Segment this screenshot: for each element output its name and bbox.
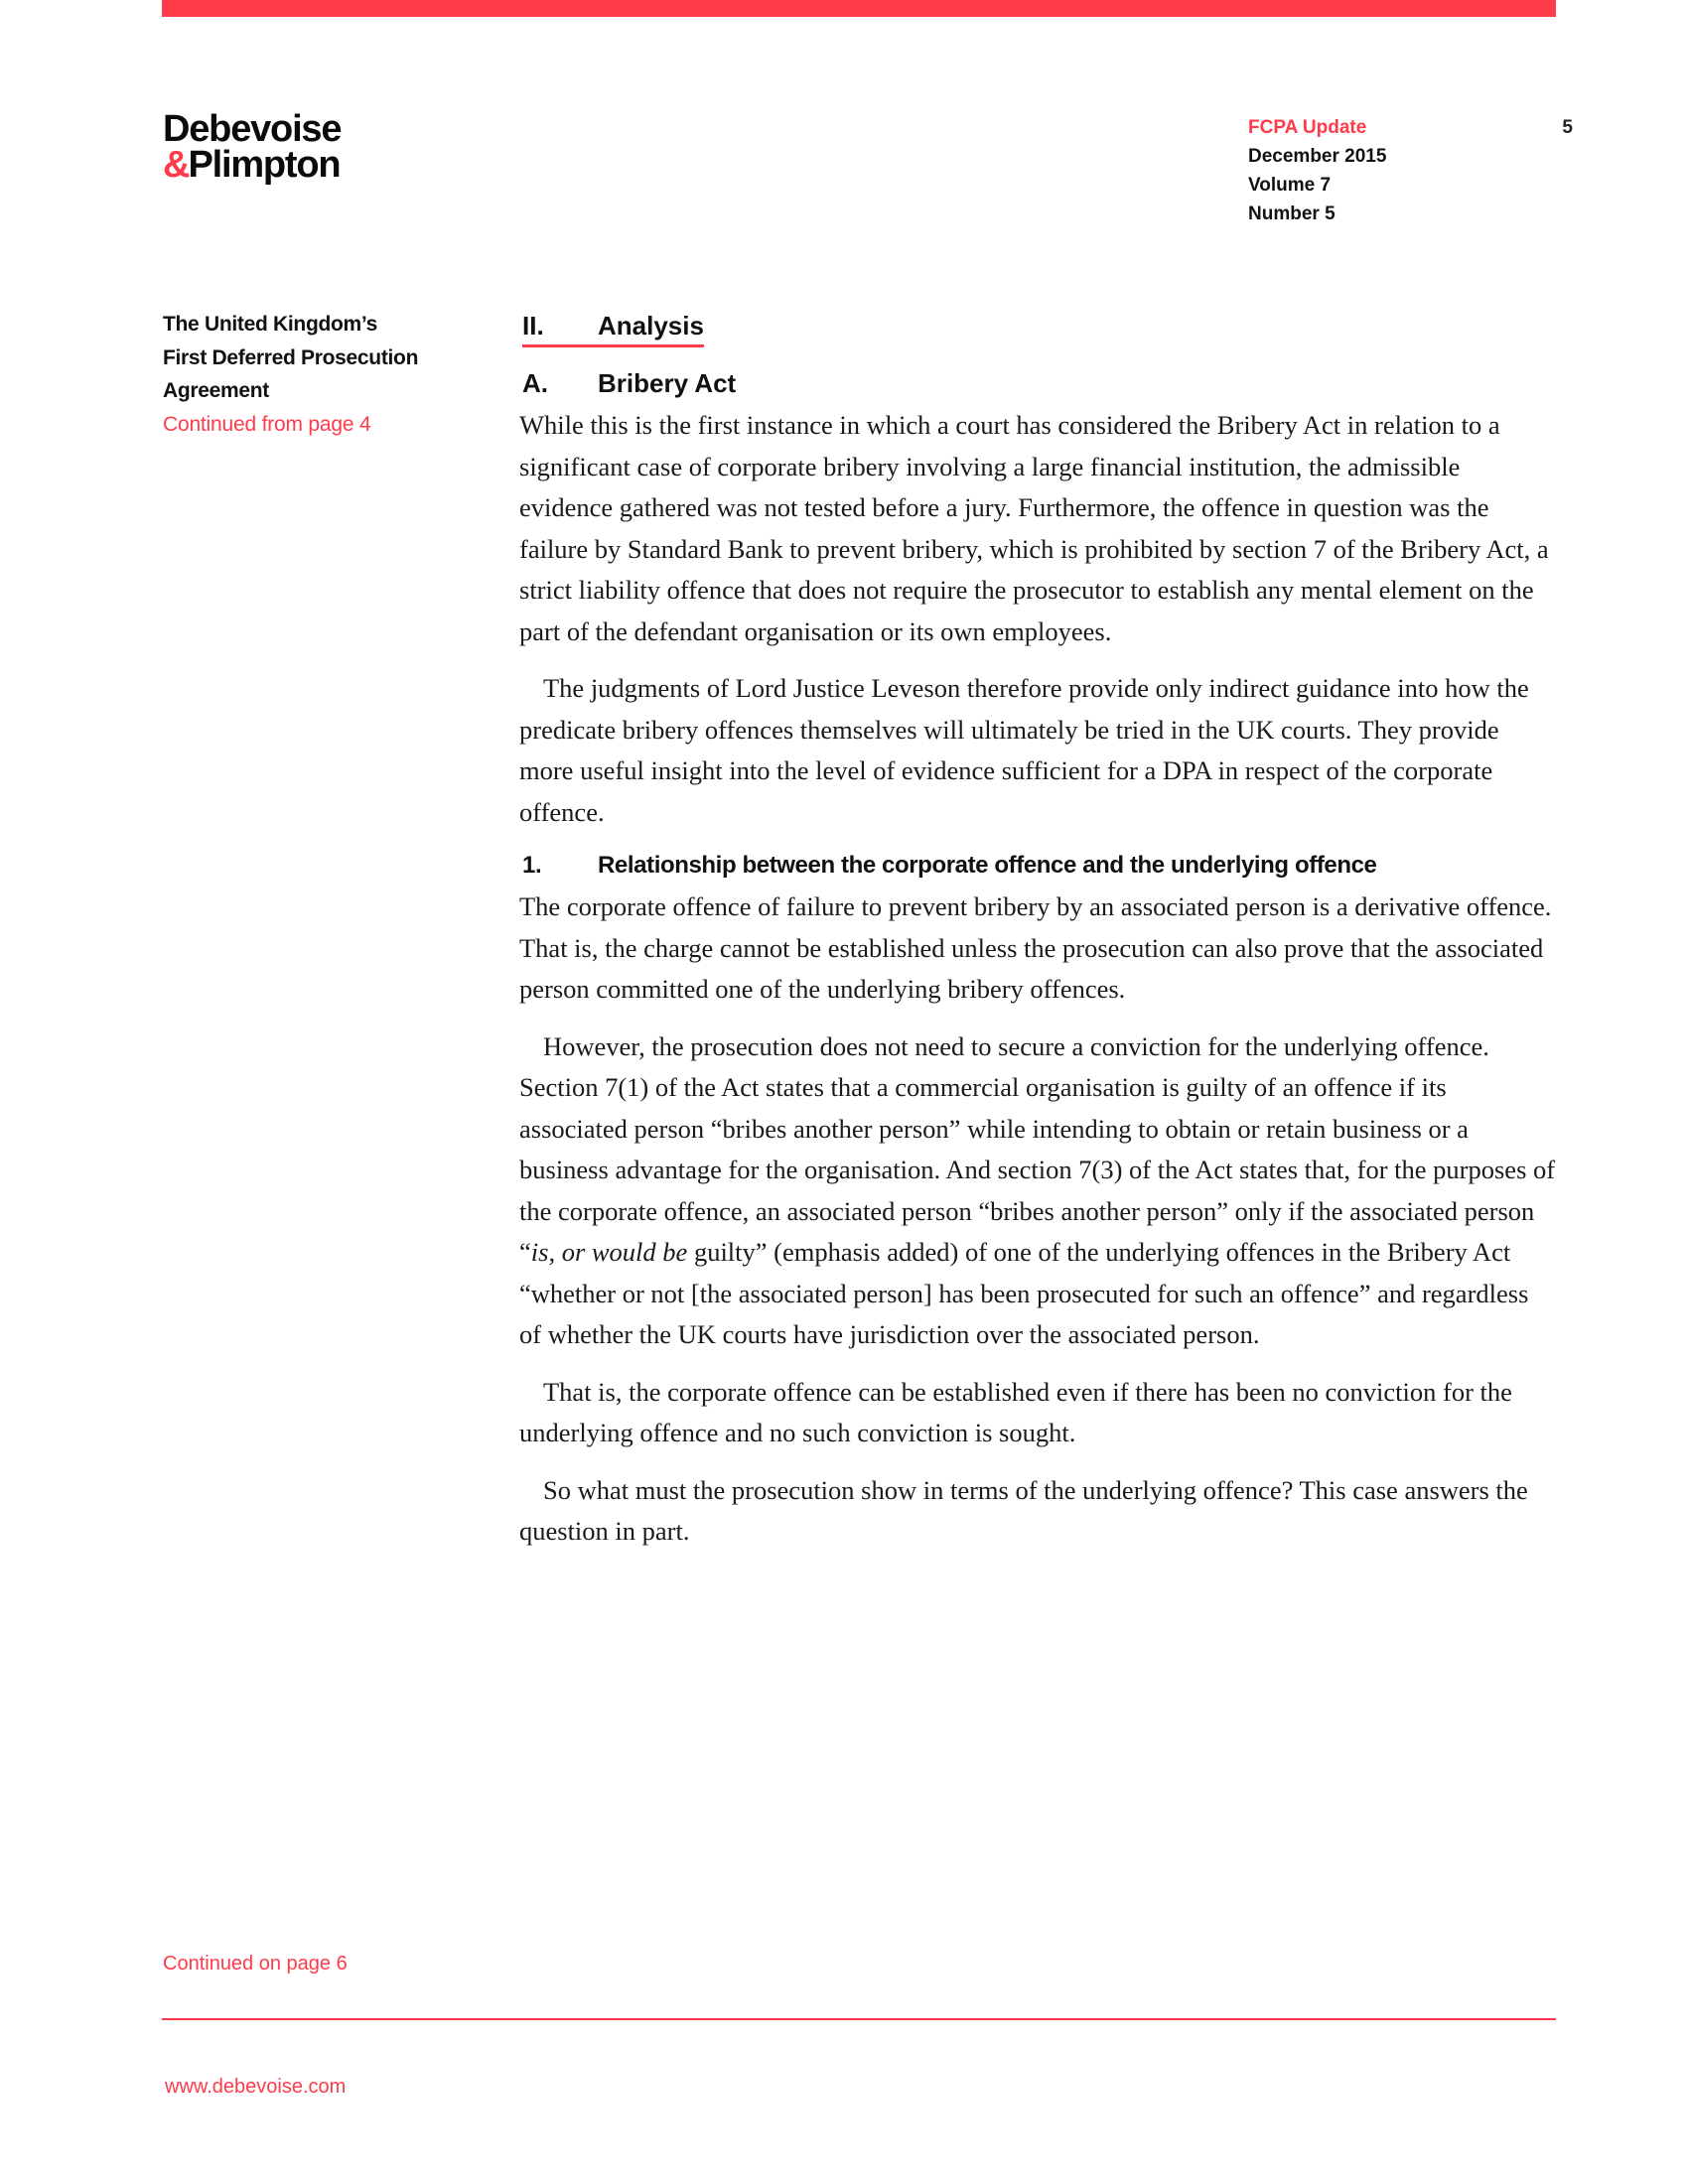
issue-volume: Volume 7 <box>1248 175 1332 196</box>
article-title-line: The United Kingdom’s <box>163 313 378 336</box>
publication-name: FCPA Update <box>1248 117 1367 138</box>
emphasis-text: is, or would be <box>530 1237 688 1267</box>
footer-divider <box>162 2018 1556 2020</box>
paragraph: While this is the first instance in which a court has considered the Bribery Act in relation to a significant case of corporate bribery involving a large financial institution, the admissible evidence gathered was not tested before a jury. Furthermore, the offence in question was the failure by Standard Bank to prevent bribery, which is prohibited by section 7 of the Bribery Act, a strict liability offence that does not require the prosecutor to establish any mental element on the part of the defendant organisation or its own employees. <box>519 410 1549 646</box>
continued-from-link[interactable]: Continued from page 4 <box>163 412 371 436</box>
issue-number: Number 5 <box>1248 204 1336 224</box>
subsubsection-heading: 1. Relationship between the corporate offence and the underlying offence <box>522 852 1377 879</box>
logo-line-2: &Plimpton <box>163 144 341 186</box>
paragraph: So what must the prosecution show in terms of the underlying offence? This case answers the question in part. <box>519 1474 1528 1546</box>
subsection-heading: A. Bribery Act <box>522 368 737 398</box>
website-link[interactable]: www.debevoise.com <box>165 2076 347 2098</box>
top-accent-bar <box>162 0 1556 17</box>
firm-logo <box>163 108 342 186</box>
logo-line-1: Debevoise <box>163 108 342 150</box>
issue-date: December 2015 <box>1248 146 1387 167</box>
page-number: 5 <box>1562 117 1573 138</box>
article-title-line: First Deferred Prosecution <box>163 345 419 369</box>
paragraph: The judgments of Lord Justice Leveson therefore provide only indirect guidance into how the predicate bribery offences themselves will ultimately be tried in the UK courts. They provide more useful insight into the level of evidence sufficient for a DPA in respect of the corporate offence. <box>519 673 1529 827</box>
paragraph: That is, the corporate offence can be established even if there has been no conviction for the underlying offence and no such conviction is sought. <box>519 1376 1512 1447</box>
article-title-line: Agreement <box>163 379 269 402</box>
paragraph: However, the prosecution does not need to secure a conviction for the underlying offence. Section 7(1) of the Act states that a commercial organisation is guilty of an offence if its associated person “bribes another person” while intending to obtain or retain business or a business advantage for the organisation. And section 7(3) of the Act states that, for the purposes of the corporate offence, an associated person “bribes another person” only if the associated person “is, or would be guilty” (emphasis added) of one of the underlying offences in the Bribery Act “whether or not [the associated person] has been prosecuted for such an offence” and regardless of whether the UK courts have jurisdiction over the associated person. <box>519 1030 1556 1349</box>
issue-info <box>1248 113 1386 228</box>
paragraph: The corporate offence of failure to prevent bribery by an associated person is a derivative offence. That is, the charge cannot be established unless the prosecution can also prove that the associated person committed one of the underlying bribery offences. <box>519 891 1552 1004</box>
article-body <box>519 308 1557 1569</box>
sidebar <box>163 308 481 441</box>
section-heading: II. Analysis <box>522 308 704 347</box>
continued-on-link[interactable]: Continued on page 6 <box>163 1953 348 1975</box>
logo-ampersand: & <box>163 144 189 186</box>
